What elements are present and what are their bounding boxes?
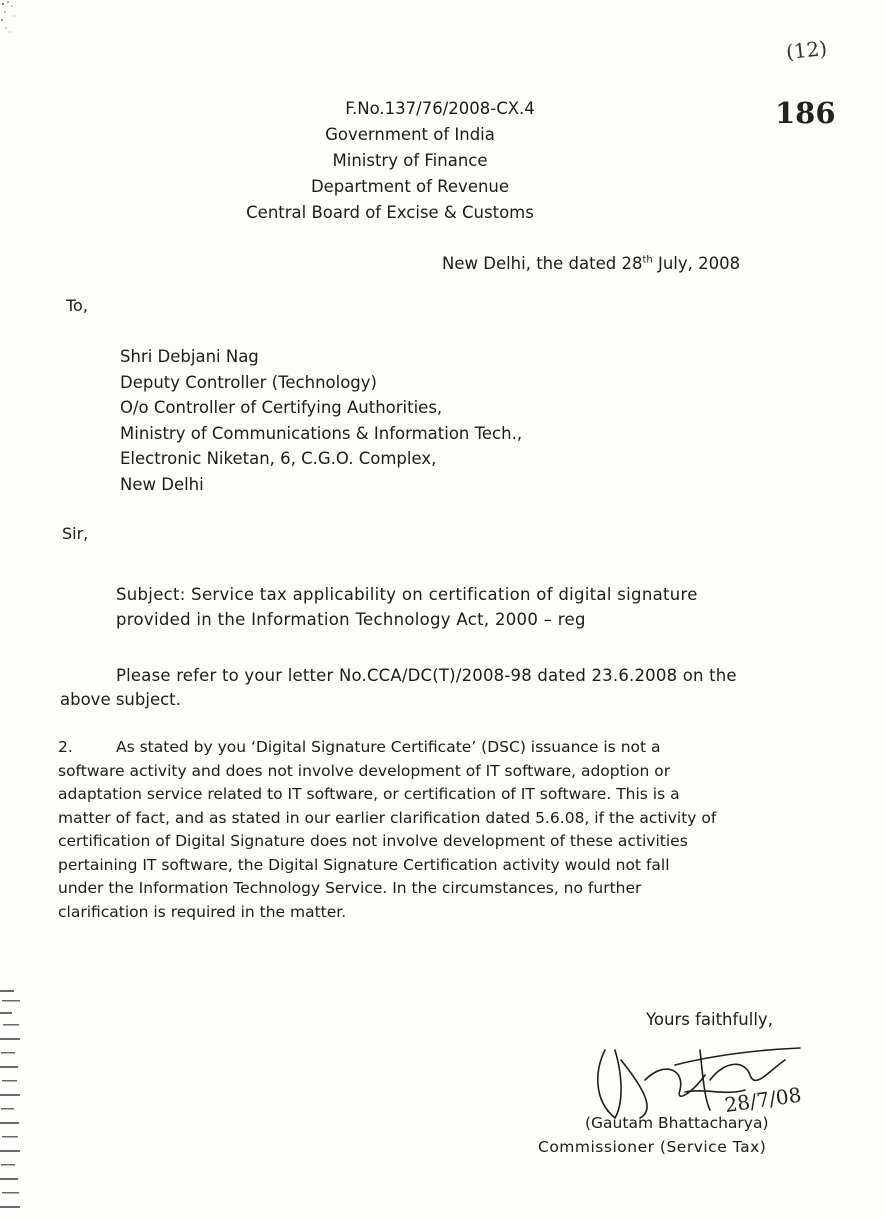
header-board: Central Board of Excise & Customs (246, 203, 534, 222)
signatory-name: (Gautam Bhattacharya) (585, 1114, 769, 1132)
date-superscript: th (642, 254, 653, 266)
paragraph-2-line (58, 736, 818, 760)
paragraph-1 (60, 664, 810, 712)
paragraph-2-line: matter of fact, and as stated in our earlier clarification dated 5.6.08, if the activity of (58, 808, 717, 827)
page-number: 186 (775, 96, 836, 130)
paragraph-2-line: pertaining IT software, the Digital Signature Certification activity would not fall (58, 855, 670, 874)
salutation: Sir, (62, 524, 89, 543)
paragraph-2-line: clarification is required in the matter. (58, 902, 347, 921)
subject-line-2: provided in the Information Technology Act, 2000 – reg (116, 610, 586, 629)
addressee-city: New Delhi (120, 474, 204, 494)
date-suffix: July, 2008 (652, 254, 741, 273)
addressee-designation: Deputy Controller (Technology) (120, 372, 377, 392)
paragraph-2 (58, 736, 818, 924)
addressee-name: Shri Debjani Nag (120, 347, 259, 366)
letter-header (200, 96, 620, 226)
paragraph-1-line-1: Please refer to your letter No.CCA/DC(T)/2008-98 dated 23.6.2008 on the (116, 666, 737, 685)
signature-date: 28/7/08 (723, 1082, 803, 1118)
addressee-block (120, 344, 522, 497)
header-government: Government of India (325, 125, 495, 144)
header-department: Department of Revenue (310, 177, 510, 196)
signatory-title: Commissioner (Service Tax) (538, 1138, 767, 1156)
paragraph-2-line: under the Information Technology Service. In the circumstances, no further (58, 879, 642, 897)
paragraph-2-line: software activity and does not involve development of IT software, adoption or (58, 761, 671, 780)
handwritten-page-mark: (12) (784, 35, 829, 65)
file-number: F.No.137/76/2008-CX.4 (345, 99, 535, 118)
paragraph-number: 2. (58, 738, 73, 756)
header-ministry: Ministry of Finance (332, 151, 488, 170)
scan-noise-corner (0, 0, 30, 40)
addressee-ministry: Ministry of Communications & Information Tech., (120, 423, 523, 443)
date-line (442, 254, 740, 273)
to-label: To, (66, 296, 88, 315)
paragraph-2-line: certification of Digital Signature does not involve development of these activities (58, 832, 688, 850)
date-prefix: New Delhi, the dated 28 (442, 254, 643, 273)
addressee-office: O/o Controller of Certifying Authorities, (120, 398, 443, 417)
paragraph-1-line-2: above subject. (60, 690, 181, 709)
paragraph-2-line: adaptation service related to IT software, or certification of IT software. This is a (58, 785, 680, 803)
closing: Yours faithfully, (646, 1010, 773, 1029)
scan-noise-edge (0, 980, 26, 1218)
addressee-address: Electronic Niketan, 6, C.G.O. Complex, (120, 449, 437, 468)
subject-block (116, 582, 816, 632)
paragraph-2-text: As stated by you ‘Digital Signature Certificate’ (DSC) issuance is not a (116, 738, 661, 756)
subject-line-1: Subject: Service tax applicability on certification of digital signature (116, 585, 698, 604)
